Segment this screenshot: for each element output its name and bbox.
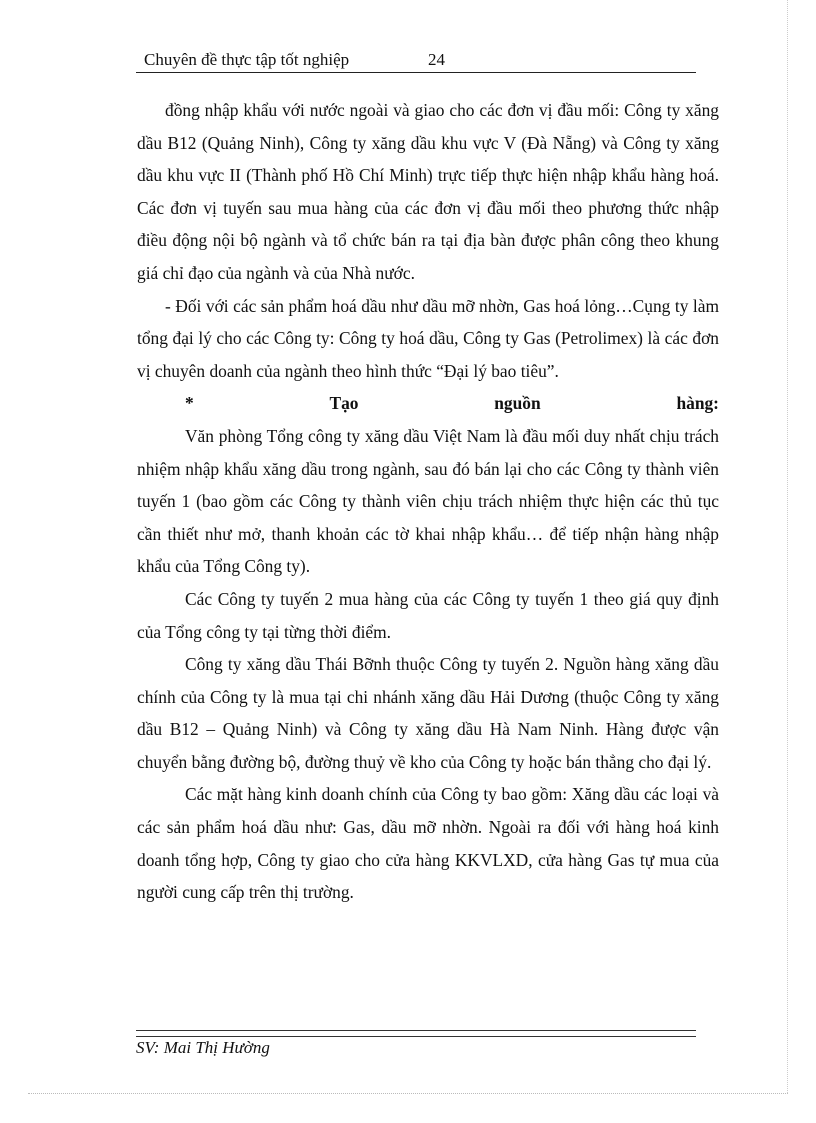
heading-word-2: nguồn xyxy=(494,393,541,414)
paragraph-3: Văn phòng Tổng công ty xăng dầu Việt Nam là đầu mối duy nhất chịu trách nhiệm nhập khẩu xăng dầu trong ngành, sau đó bán lại cho các Công ty thành viên tuyến 1 (bao gồm các Công ty thành viên chịu trách nhiệm thực hiện các thủ tục cần thiết như mở, thanh khoản các tờ khai nhập khẩu… để tiếp nhận hàng nhập khẩu của Tổng Công ty). xyxy=(137,425,719,577)
paragraph-4: Các Công ty tuyến 2 mua hàng của các Công ty tuyến 1 theo giá quy định của Tổng công ty tại từng thời điểm. xyxy=(137,588,719,642)
heading-star: * xyxy=(185,393,194,414)
footer-author: SV: Mai Thị Hường xyxy=(136,1038,270,1057)
page-edge-bottom xyxy=(28,1093,788,1094)
header-title: Chuyên đề thực tập tốt nghiệp xyxy=(144,50,350,69)
paragraph-6: Các mặt hàng kinh doanh chính của Công ty bao gồm: Xăng dầu các loại và các sản phẩm hoá dầu như: Gas, dầu mỡ nhờn. Ngoài ra đối với hàng hoá kinh doanh tổng hợp, Công ty giao cho cửa hàng KKVLXD, cửa hàng Gas tự mua của người cung cấp trên thị trường. xyxy=(137,784,719,903)
page-header xyxy=(136,48,696,73)
heading-word-1: Tạo xyxy=(329,393,359,414)
page-number: 24 xyxy=(428,50,445,69)
paragraph-2: - Đối với các sản phẩm hoá dầu như dầu mỡ nhờn, Gas hoá lỏng…Cụng ty làm tổng đại lý cho các Công ty: Công ty hoá dầu, Công ty Gas (Petrolimex) là các đơn vị chuyên doanh của ngành theo hình thức “Đại lý bao tiêu”. xyxy=(137,295,719,381)
paragraph-5: Công ty xăng dầu Thái Bỡnh thuộc Công ty tuyến 2. Nguồn hàng xăng dầu chính của Công ty là mua tại chi nhánh xăng dầu Hải Dương (thuộc Công ty xăng dầu B12 – Quảng Ninh) và Công ty xăng dầu Hà Nam Ninh. Hàng được vận chuyển bằng đường bộ, đường thuỷ về kho của Công ty hoặc bán thẳng cho đại lý. xyxy=(137,654,719,772)
page-edge-right xyxy=(787,0,788,1093)
section-heading xyxy=(137,387,719,420)
paragraph-1: đồng nhập khẩu với nước ngoài và giao cho các đơn vị đầu mối: Công ty xăng dầu B12 (Quảng Ninh), Công ty xăng dầu khu vực V (Đà Nẵng) và Công ty xăng dầu khu vực II (Thành phố Hồ Chí Minh) trực tiếp thực hiện nhập khẩu hàng hoá. Các đơn vị tuyến sau mua hàng của các đơn vị đầu mối theo phương thức nhập điều động nội bộ ngành và tổ chức bán ra tại địa bàn được phân công theo khung giá chỉ đạo của ngành và của Nhà nước. xyxy=(137,100,719,283)
document-body xyxy=(137,94,719,909)
heading-word-3: hàng: xyxy=(676,393,719,414)
